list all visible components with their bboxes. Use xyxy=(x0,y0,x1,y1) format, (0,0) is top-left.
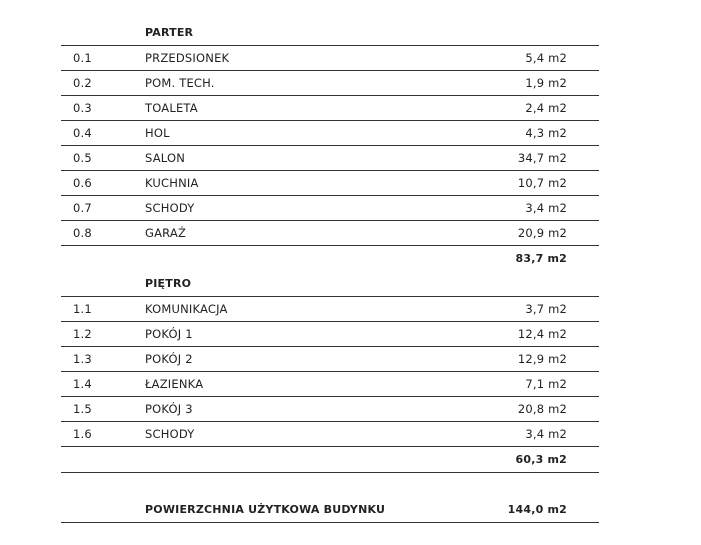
room-area: 4,3 m2 xyxy=(525,126,567,140)
room-area: 3,4 m2 xyxy=(525,427,567,441)
upper-floor-heading: PIĘTRO xyxy=(145,277,192,290)
table-row xyxy=(61,195,599,221)
upper-floor-total-row xyxy=(61,447,599,473)
building-total-row xyxy=(61,497,599,523)
room-area: 10,7 m2 xyxy=(517,176,567,190)
table-row xyxy=(61,421,599,447)
room-number: 1.1 xyxy=(73,302,92,316)
room-number: 1.5 xyxy=(73,402,92,416)
room-name: PRZEDSIONEK xyxy=(145,51,230,65)
room-area: 12,4 m2 xyxy=(517,327,567,341)
room-area: 3,7 m2 xyxy=(525,302,567,316)
room-name: POKÓJ 2 xyxy=(145,352,193,366)
table-row xyxy=(61,120,599,146)
ground-floor-total: 83,7 m2 xyxy=(515,252,567,265)
room-number: 1.4 xyxy=(73,377,92,391)
room-name: SCHODY xyxy=(145,201,195,215)
room-number: 0.3 xyxy=(73,101,92,115)
table-row xyxy=(61,346,599,372)
ground-floor-heading: PARTER xyxy=(145,26,194,39)
building-total-label: POWIERZCHNIA UŻYTKOWA BUDYNKU xyxy=(145,503,386,516)
table-row xyxy=(61,321,599,347)
table-row xyxy=(61,371,599,397)
table-row xyxy=(61,95,599,121)
room-area: 5,4 m2 xyxy=(525,51,567,65)
room-name: POM. TECH. xyxy=(145,76,215,90)
table-row xyxy=(61,170,599,196)
room-area: 34,7 m2 xyxy=(517,151,567,165)
room-area: 20,8 m2 xyxy=(517,402,567,416)
room-number: 0.2 xyxy=(73,76,92,90)
table-row xyxy=(61,220,599,246)
room-area: 1,9 m2 xyxy=(525,76,567,90)
room-number: 1.2 xyxy=(73,327,92,341)
table-row xyxy=(61,45,599,71)
room-number: 0.4 xyxy=(73,126,92,140)
room-area: 12,9 m2 xyxy=(517,352,567,366)
upper-floor-total: 60,3 m2 xyxy=(515,453,567,466)
table-row xyxy=(61,145,599,171)
room-number: 0.5 xyxy=(73,151,92,165)
room-name: KUCHNIA xyxy=(145,176,199,190)
room-name: POKÓJ 1 xyxy=(145,327,193,341)
ground-floor-total-row xyxy=(61,246,599,271)
table-row xyxy=(61,296,599,322)
room-area: 2,4 m2 xyxy=(525,101,567,115)
room-number: 1.6 xyxy=(73,427,92,441)
room-name: TOALETA xyxy=(145,101,198,115)
room-number: 0.6 xyxy=(73,176,92,190)
building-total: 144,0 m2 xyxy=(507,503,567,516)
upper-floor-heading-row xyxy=(61,271,599,297)
ground-floor-heading-row xyxy=(61,20,599,46)
room-name: GARAŻ xyxy=(145,226,187,240)
room-number: 1.3 xyxy=(73,352,92,366)
table-row xyxy=(61,70,599,96)
room-name: KOMUNIKACJA xyxy=(145,302,228,316)
room-number: 0.7 xyxy=(73,201,92,215)
room-name: POKÓJ 3 xyxy=(145,402,193,416)
room-number: 0.1 xyxy=(73,51,92,65)
room-name: SCHODY xyxy=(145,427,195,441)
room-area: 7,1 m2 xyxy=(525,377,567,391)
room-name: SALON xyxy=(145,151,186,165)
room-number: 0.8 xyxy=(73,226,92,240)
room-area: 20,9 m2 xyxy=(517,226,567,240)
room-name: HOL xyxy=(145,126,170,140)
room-area: 3,4 m2 xyxy=(525,201,567,215)
table-row xyxy=(61,396,599,422)
room-name: ŁAZIENKA xyxy=(145,377,204,391)
